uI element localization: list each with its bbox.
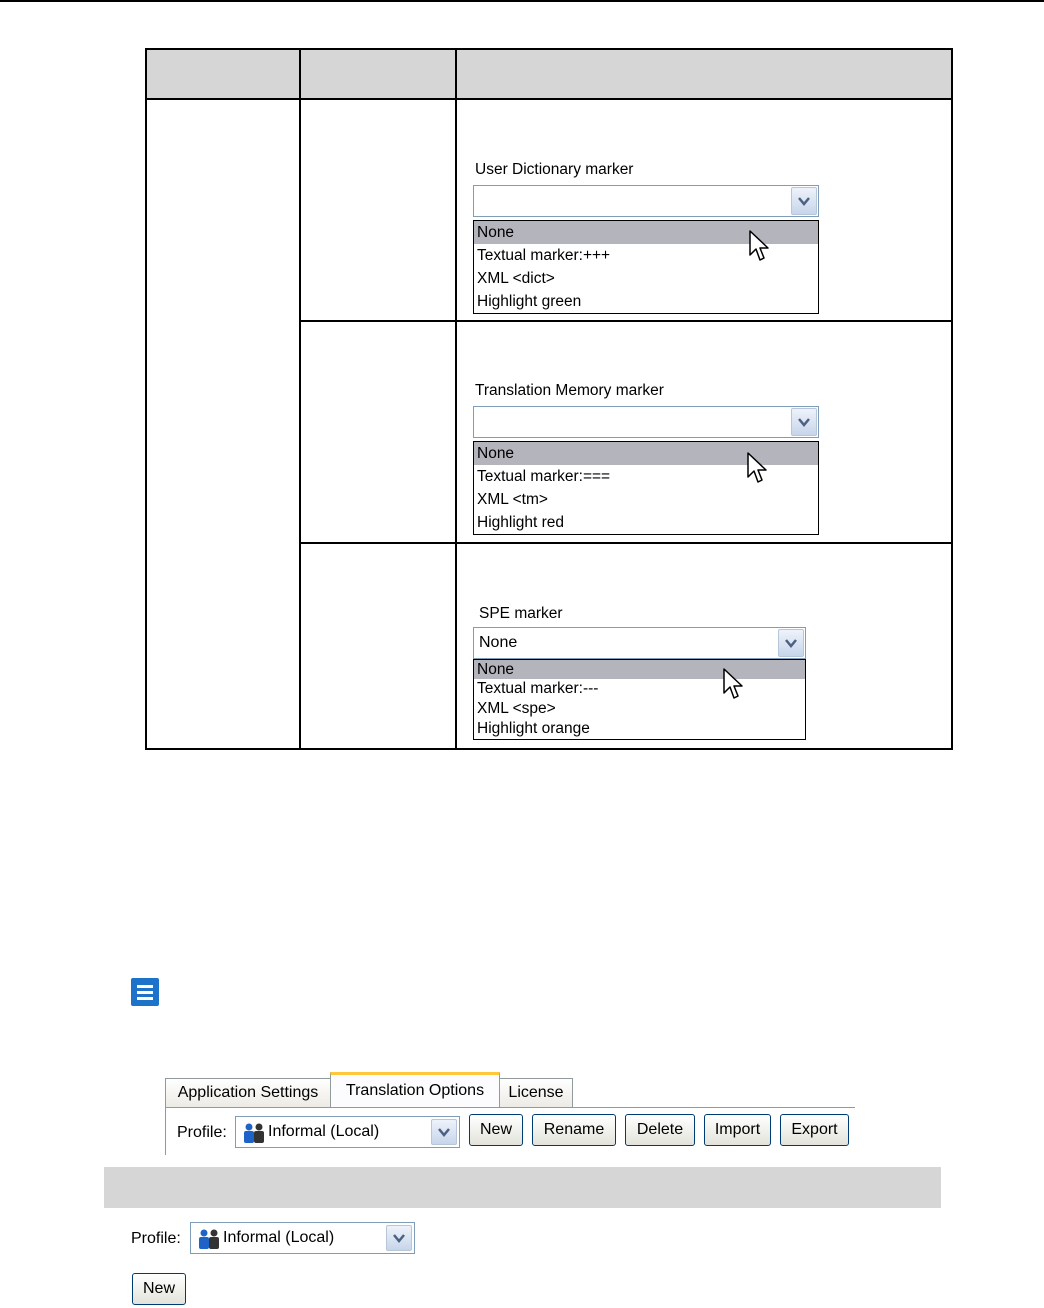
dropdown-arrow-button[interactable] [431,1119,457,1145]
export-button[interactable]: Export [780,1114,849,1146]
table-cell [146,99,300,749]
table-cell [456,543,952,749]
tab-panel-border [165,1107,166,1155]
users-icon [197,1229,221,1249]
new-button[interactable]: New [469,1114,523,1146]
table-header-cell [146,49,300,99]
profile-label: Profile: [131,1230,181,1247]
section-header-band [104,1167,941,1208]
mouse-cursor-icon [723,668,745,702]
tab-license[interactable]: License [499,1078,573,1107]
dropdown-option[interactable]: XML <spe> [477,700,556,717]
profile-select-value: Informal (Local) [223,1229,335,1246]
spe-marker-label: SPE marker [479,605,563,622]
profile-select-value: Informal (Local) [268,1123,380,1140]
mouse-cursor-icon [749,230,771,264]
table-row [146,99,952,321]
table-cell [456,99,952,321]
spe-marker-select[interactable] [473,627,806,659]
profile-select[interactable] [190,1222,415,1254]
users-icon [242,1123,266,1143]
dropdown-arrow-button[interactable] [778,629,804,657]
user-dictionary-marker-select[interactable] [473,185,819,217]
dropdown-arrow-button[interactable] [386,1225,412,1251]
rename-button[interactable]: Rename [532,1114,616,1146]
dropdown-arrow-button[interactable] [791,187,817,215]
dropdown-option[interactable]: Highlight green [477,293,582,310]
translation-memory-marker-label: Translation Memory marker [475,382,664,399]
chevron-down-icon [785,639,797,648]
dropdown-option[interactable]: XML <dict> [477,270,555,287]
table-cell [300,543,456,749]
tab-panel-border [165,1107,855,1108]
tab-translation-options[interactable]: Translation Options [330,1072,500,1108]
dropdown-option[interactable]: Highlight red [477,514,565,531]
dropdown-option[interactable]: Highlight orange [477,720,590,737]
dropdown-option[interactable]: Textual marker:--- [477,680,599,697]
dropdown-option[interactable]: None [474,660,805,679]
table-header-cell [456,49,952,99]
table-cell [300,321,456,543]
mouse-cursor-icon [747,452,769,486]
table-header-cell [300,49,456,99]
dropdown-option[interactable]: Textual marker:+++ [477,247,611,264]
import-button[interactable]: Import [704,1114,771,1146]
new-button[interactable]: New [132,1273,186,1305]
menu-icon [131,978,159,1006]
chevron-down-icon [798,418,810,427]
dropdown-option[interactable]: XML <tm> [477,491,548,508]
table-cell [456,321,952,543]
dropdown-option[interactable]: None [474,442,818,465]
chevron-down-icon [798,197,810,206]
dropdown-arrow-button[interactable] [791,408,817,436]
select-value: None [479,634,518,651]
chevron-down-icon [438,1128,450,1137]
profile-label: Profile: [177,1124,227,1141]
tab-application-settings[interactable]: Application Settings [165,1078,331,1107]
page-top-rule [0,0,1044,2]
dropdown-option[interactable]: None [474,221,818,244]
delete-button[interactable]: Delete [625,1114,695,1146]
spe-marker-options [473,659,806,740]
table-cell [300,99,456,321]
user-dictionary-marker-label: User Dictionary marker [475,161,634,178]
profile-select[interactable] [235,1116,460,1148]
chevron-down-icon [393,1234,405,1243]
table-header-row [146,49,952,99]
translation-memory-marker-select[interactable] [473,406,819,438]
dropdown-option[interactable]: Textual marker:=== [477,468,611,485]
marker-options-table [145,48,953,750]
